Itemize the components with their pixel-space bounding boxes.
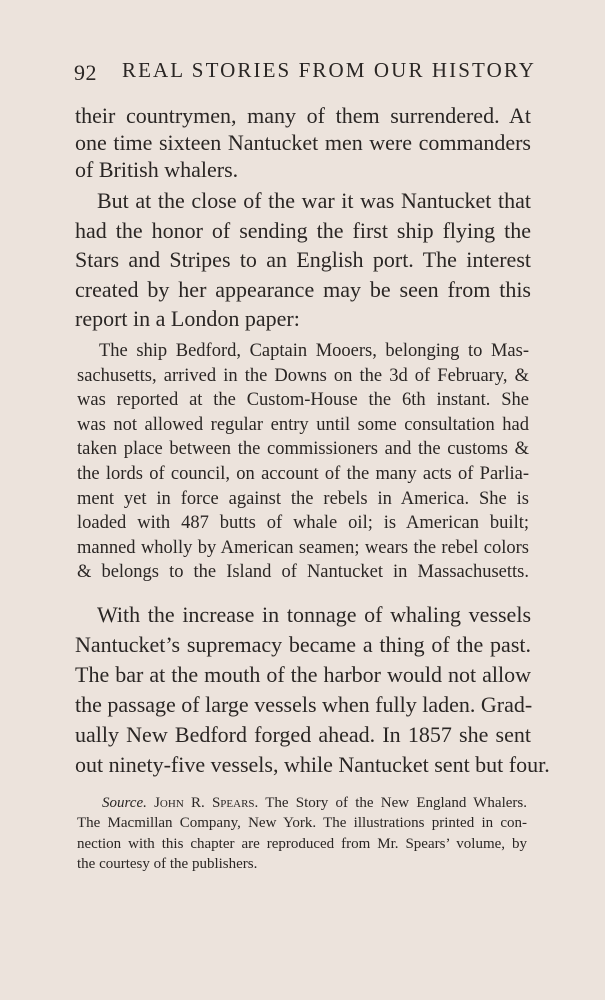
source-title: The Story of the New England Whalers. [265,795,527,811]
source-author: John R. Spears. [154,795,259,811]
quote-line: manned wholly by American seamen; wears the rebel colors [77,537,529,558]
paragraph-supremacy [75,600,550,780]
text-line: Stars and Stripes to an English port. The interest [75,247,531,272]
source-line: the courtesy of the publishers. [77,855,258,872]
text-line: the passage of large vessels when fully laden. Grad- [75,692,533,717]
source-line: The Macmillan Company, New York. The illustrations printed in con- [77,815,527,832]
text-line: had the honor of sending the first ship flying the [75,217,531,243]
quote-line: taken place between the commissioners and the customs & [77,439,529,460]
quote-line: sachusetts, arrived in the Downs on the 3d of February, & [77,365,529,386]
text-line: one time sixteen Nantucket men were commanders [75,130,531,155]
source-note [77,793,527,874]
quote-line: & belongs to the Island of Nantucket in Massachusetts. [77,562,529,583]
text-line: With the increase in tonnage of whaling vessels [97,602,531,627]
paragraph-continuation [75,102,531,183]
text-line: ually New Bedford forged ahead. In 1857 she sent [75,722,531,747]
text-line: created by her appearance may be seen from this [75,276,531,302]
text-line: Nantucket’s supremacy became a thing of the past. [75,632,531,657]
quote-line: ment yet in force against the rebels in America. She is [77,488,529,509]
quote-line: the lords of council, on account of the many acts of Parlia- [77,463,529,484]
page-number: 92 [74,60,97,85]
source-label: Source. [102,795,147,811]
text-line: of British whalers. [75,157,239,182]
source-line: nection with this chapter are reproduced from Mr. Spears’ volume, by [77,835,527,852]
text-line: But at the close of the war it was Nantucket that [97,188,531,213]
block-quotation [77,339,529,585]
text-line: out ninety-five vessels, while Nantucket sent but four. [75,752,550,777]
text-line: their countrymen, many of them surrendered. At [75,103,531,128]
page-header [74,56,540,88]
source-line [77,793,527,813]
text-line: The bar at the mouth of the harbor would not allow [75,662,531,687]
quote-line: was not allowed regular entry until some consultation had [77,414,529,435]
quote-line: was reported at the Custom-House the 6th instant. She [77,390,529,411]
text-line: report in a London paper: [75,306,300,331]
quote-line: loaded with 487 butts of whale oil; is American built; [77,513,529,534]
paragraph-bedford-intro [75,186,531,334]
quote-line: The ship Bedford, Captain Mooers, belonging to Mas- [99,341,529,361]
running-head: REAL STORIES FROM OUR HISTORY [122,58,537,82]
